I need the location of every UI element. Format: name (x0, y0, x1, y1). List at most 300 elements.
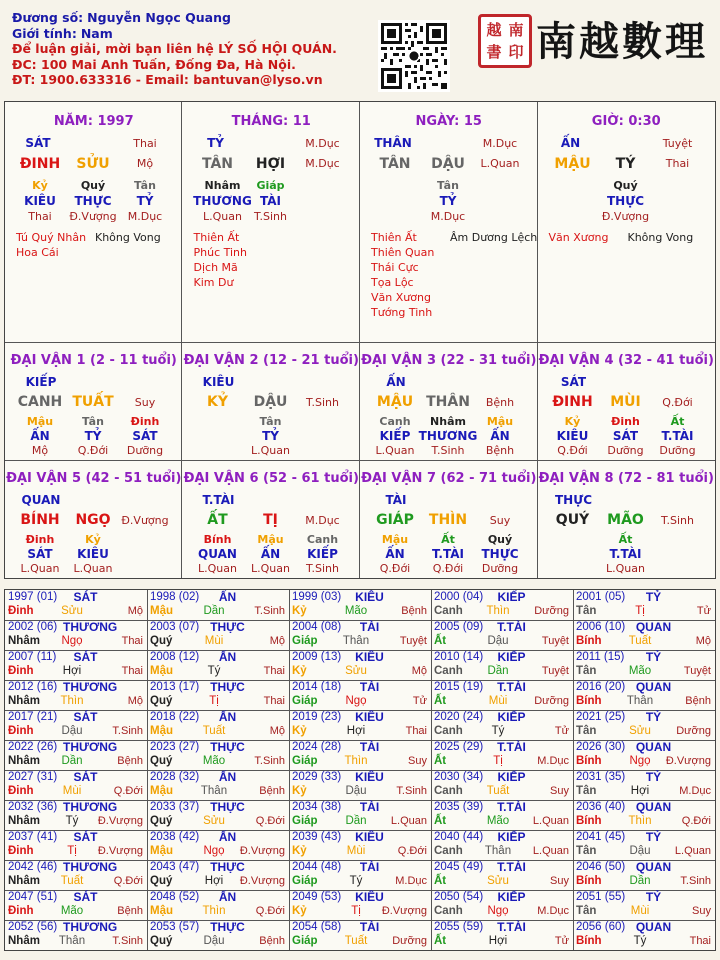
year-ten-god: TÀI (359, 860, 380, 874)
year-stage: Suy (408, 755, 427, 767)
year-stage: Bệnh (259, 935, 285, 947)
luck-ten-god: T.TÀI (202, 493, 235, 507)
hidden-stem: Quý (80, 179, 106, 192)
year-cell (147, 890, 289, 920)
year-label: 2006 (10) (576, 621, 626, 633)
luck-hidden-god: THƯƠNG (418, 429, 478, 443)
luck-branch: MÙI (610, 394, 641, 410)
luck-hidden-stage: Dưỡng (607, 444, 644, 457)
year-cell (5, 680, 147, 710)
luck-branch: NGỌ (75, 512, 111, 528)
phone-email-line: ĐT: 1900.633316 - Email: bantuvan@lyso.vn (12, 72, 323, 88)
year-label: 2053 (57) (150, 921, 200, 933)
year-stage: Suy (692, 905, 711, 917)
year-ten-god: KIÊU (355, 890, 384, 904)
pillar-branch: TÝ (615, 156, 636, 172)
year-branch: Ngọ (345, 695, 367, 707)
year-stem: Bính (576, 815, 602, 827)
year-cell (573, 620, 715, 650)
year-branch: Thìn (486, 605, 510, 617)
pillar-title: NGÀY: 15 (415, 114, 482, 129)
year-stage: Suy (550, 785, 569, 797)
year-stem: Ất (434, 695, 447, 707)
year-cell (147, 770, 289, 800)
year-stem: Nhâm (8, 755, 40, 767)
hidden-ten-god: TỶ (136, 194, 154, 208)
luck-hidden-stem: Mậu (257, 533, 284, 546)
year-ten-god: SÁT (73, 830, 98, 844)
hidden-ten-god: KIÊU (24, 194, 56, 208)
luck-title: ĐẠI VẬN 2 (12 - 21 tuổi) (183, 353, 359, 368)
year-stage: L.Quan (390, 815, 427, 827)
bazi-chart (4, 101, 716, 579)
star-name-right: Âm Dương Lệch (450, 231, 538, 244)
year-cell (289, 860, 431, 890)
year-stem: Ất (434, 935, 447, 947)
year-stage: Tử (554, 725, 569, 737)
luck-branch: MÃO (607, 512, 644, 528)
year-stage: Thai (405, 725, 427, 737)
year-stem: Nhâm (8, 695, 40, 707)
year-label: 2038 (42) (150, 831, 200, 843)
year-branch: Sửu (345, 665, 367, 677)
year-cell (431, 620, 573, 650)
year-cell (289, 770, 431, 800)
year-branch: Tuất (60, 875, 84, 887)
luck-stage: Bệnh (485, 396, 515, 409)
year-ten-god: ẤN (218, 650, 237, 664)
year-stem: Mậu (150, 905, 173, 917)
year-ten-god: T.TÀI (497, 620, 526, 634)
year-label: 2018 (22) (150, 711, 200, 723)
year-cell (573, 890, 715, 920)
year-stage: Thai (121, 635, 143, 647)
pillar-cell (5, 102, 183, 342)
luck-hidden-stem: Mậu (486, 415, 514, 428)
pillar-branch: DẬU (431, 156, 465, 172)
year-ten-god: KIẾP (497, 890, 526, 904)
year-stem: Ất (434, 815, 447, 827)
year-stem: Canh (434, 725, 463, 737)
luck-hidden-stem: Đinh (611, 415, 640, 428)
year-ten-god: SÁT (73, 590, 98, 604)
year-cell (573, 740, 715, 770)
year-branch: Sửu (61, 605, 83, 617)
year-label: 2055 (59) (434, 921, 484, 933)
luck-hidden-god: T.TÀI (432, 547, 464, 561)
year-cell (5, 710, 147, 740)
luck-hidden-god: ẤN (385, 547, 405, 561)
hidden-ten-god: THƯƠNG (193, 194, 252, 208)
year-stem: Giáp (292, 815, 318, 827)
year-stem: Kỷ (292, 845, 307, 857)
year-cell (431, 710, 573, 740)
year-branch: Hợi (204, 875, 224, 887)
gender-row: Giới tính: Nam (12, 25, 113, 41)
year-stage: Tuyệt (683, 665, 711, 677)
hidden-stage: Đ.Vượng (69, 210, 117, 223)
luck-stage: T.Sinh (306, 396, 339, 409)
year-ten-god: TỶ (645, 650, 662, 664)
year-stem: Bính (576, 875, 602, 887)
year-ten-god: THỰC (210, 800, 245, 814)
year-label: 2049 (53) (292, 891, 342, 903)
year-label: 2056 (60) (576, 921, 626, 933)
luck-hidden-god: KIẾP (379, 429, 411, 443)
year-label: 2001 (05) (576, 591, 626, 603)
year-stem: Tân (576, 785, 597, 797)
star-name: Văn Xương (371, 291, 431, 304)
year-ten-god: TỶ (645, 590, 662, 604)
year-cell (289, 830, 431, 860)
luck-ten-god: KIẾP (25, 375, 57, 389)
year-stage: M.Dục (537, 905, 569, 917)
year-ten-god: KIẾP (497, 710, 526, 724)
hidden-ten-god: TỶ (439, 194, 457, 208)
luck-hidden-god: QUAN (198, 547, 237, 561)
year-stage: Tuyệt (541, 665, 569, 677)
year-cell (147, 620, 289, 650)
luck-hidden-stem: Mậu (26, 415, 54, 428)
luck-hidden-stage: L.Quan (375, 444, 415, 457)
hidden-ten-god: THỰC (74, 194, 112, 208)
year-stem: Đinh (8, 845, 34, 857)
year-branch: Tị (351, 905, 361, 917)
luck-hidden-god: KIÊU (77, 547, 109, 561)
year-cell (289, 650, 431, 680)
year-cell (147, 830, 289, 860)
year-ten-god: QUAN (635, 800, 672, 814)
year-stem: Kỷ (292, 905, 307, 917)
year-cell (147, 650, 289, 680)
year-stage: Dưỡng (676, 725, 711, 737)
year-cell (431, 920, 573, 950)
year-label: 2052 (56) (8, 921, 58, 933)
year-stage: Dưỡng (392, 935, 427, 947)
year-ten-god: TÀI (359, 920, 380, 934)
luck-title: ĐẠI VẬN 8 (72 - 81 tuổi) (538, 471, 714, 486)
pillar-top-stage: Thai (133, 137, 157, 150)
luck-hidden-stem: Đinh (25, 533, 55, 546)
brand-calligraphy: 南越數理 (536, 18, 708, 65)
star-name: Tọa Lộc (371, 276, 414, 289)
year-stage: Dưỡng (534, 695, 569, 707)
luck-title: ĐẠI VẬN 4 (32 - 41 tuổi) (538, 353, 714, 368)
year-label: 2039 (43) (292, 831, 342, 843)
luck-cell (538, 342, 716, 460)
luck-ten-god: QUAN (21, 493, 61, 507)
year-ten-god: TÀI (359, 800, 380, 814)
year-stem: Giáp (292, 935, 318, 947)
year-stem: Giáp (292, 695, 318, 707)
year-branch: Tị (635, 605, 645, 617)
year-branch: Mùi (630, 905, 650, 917)
year-ten-god: T.TÀI (497, 800, 526, 814)
year-ten-god: THƯƠNG (63, 740, 118, 754)
year-cell (431, 800, 573, 830)
qr-code-image[interactable] (378, 20, 450, 92)
year-stem: Giáp (292, 635, 318, 647)
year-label: 2008 (12) (150, 651, 200, 663)
luck-hidden-stage: Mộ (31, 444, 49, 457)
year-label: 2033 (37) (150, 801, 200, 813)
luck-hidden-stem: Tân (82, 415, 104, 428)
luck-hidden-god: TỶ (262, 429, 279, 443)
star-name: Hoa Cái (16, 246, 59, 259)
year-cell (431, 770, 573, 800)
year-stage: Đ.Vượng (239, 875, 285, 887)
year-label: 2042 (46) (8, 861, 58, 873)
luck-hidden-god: ẤN (30, 429, 50, 443)
year-branch: Tý (65, 815, 79, 827)
year-stem: Bính (576, 755, 602, 767)
star-name-right: Không Vong (627, 231, 694, 244)
year-ten-god: TÀI (359, 620, 380, 634)
year-stem: Kỷ (292, 605, 307, 617)
year-ten-god: QUAN (635, 680, 672, 694)
year-stem: Đinh (8, 905, 34, 917)
luck-stage: T.Sinh (661, 514, 694, 527)
year-stem: Giáp (292, 755, 318, 767)
year-label: 2026 (30) (576, 741, 626, 753)
year-stem: Canh (434, 785, 463, 797)
year-label: 1997 (01) (8, 591, 58, 603)
year-cell (5, 830, 147, 860)
year-stem: Quý (150, 755, 173, 767)
year-branch: Thìn (202, 905, 226, 917)
luck-cell (183, 460, 361, 578)
year-cell (5, 920, 147, 950)
luck-hidden-stem: Đinh (130, 415, 160, 428)
year-stem: Kỷ (292, 785, 307, 797)
year-stage: Thai (121, 665, 143, 677)
year-stage: T.Sinh (254, 755, 285, 767)
year-cell (147, 920, 289, 950)
luck-branch: THÌN (428, 512, 468, 528)
year-label: 2021 (25) (576, 711, 626, 723)
year-label: 2011 (15) (576, 651, 625, 663)
year-cell (5, 650, 147, 680)
year-stem: Đinh (8, 665, 34, 677)
hidden-stage: Đ.Vượng (601, 210, 650, 223)
year-branch: Ngọ (61, 635, 83, 647)
hidden-ten-god: THỰC (606, 194, 645, 208)
year-ten-god: T.TÀI (497, 860, 526, 874)
year-stage: Bệnh (117, 755, 143, 767)
year-ten-god: KIÊU (355, 830, 384, 844)
luck-stem: MẬU (376, 394, 414, 410)
luck-hidden-god: SÁT (27, 547, 53, 561)
year-label: 2048 (52) (150, 891, 200, 903)
year-cell (573, 770, 715, 800)
star-name: Thái Cực (371, 261, 419, 274)
year-branch: Dần (345, 815, 367, 827)
year-stage: M.Dục (679, 785, 711, 797)
year-stem: Ất (434, 635, 447, 647)
year-cell (289, 680, 431, 710)
year-branch: Thìn (628, 815, 652, 827)
year-stage: Thai (689, 935, 711, 947)
luck-ten-god: ẤN (386, 375, 406, 389)
luck-hidden-god: ẤN (490, 429, 510, 443)
year-cell (289, 710, 431, 740)
year-ten-god: KIẾP (497, 770, 526, 784)
luck-stage: Đ.Vượng (121, 514, 169, 527)
year-cell (289, 740, 431, 770)
luck-hidden-stem: Ất (618, 533, 633, 546)
year-cell (5, 800, 147, 830)
luck-stage: Q.Đới (662, 396, 693, 409)
luck-stem: KỶ (207, 394, 228, 410)
year-ten-god: ẤN (218, 890, 237, 904)
year-stage: Tử (696, 605, 711, 617)
luck-ten-god: TÀI (385, 493, 407, 507)
pillar-branch: SỬU (76, 156, 110, 172)
year-label: 2009 (13) (292, 651, 342, 663)
luck-stage: Suy (489, 514, 511, 527)
year-stem: Đinh (8, 605, 34, 617)
year-branch: Tuất (628, 635, 652, 647)
year-cell (5, 770, 147, 800)
year-branch: Tuất (344, 935, 368, 947)
luck-hidden-god: T.TÀI (661, 429, 694, 443)
luck-title: ĐẠI VẬN 5 (42 - 51 tuổi) (6, 471, 182, 486)
year-stem: Quý (150, 875, 173, 887)
year-branch: Mão (344, 605, 368, 617)
year-stem: Quý (150, 695, 173, 707)
year-branch: Hợi (346, 725, 366, 737)
contact-line: Để luận giải, mời bạn liên hệ LÝ SỐ HỘI QUÁN. (12, 41, 337, 57)
year-ten-god: THỰC (210, 920, 245, 934)
year-label: 2004 (08) (292, 621, 342, 633)
year-stem: Mậu (150, 845, 173, 857)
year-stage: Dưỡng (534, 605, 569, 617)
year-stage: M.Dục (537, 755, 569, 767)
year-branch: Mùi (346, 845, 366, 857)
year-stem: Canh (434, 905, 463, 917)
year-stem: Tân (576, 665, 597, 677)
year-cell (573, 680, 715, 710)
year-label: 2013 (17) (150, 681, 200, 693)
year-stem: Quý (150, 815, 173, 827)
star-name: Tú Quý Nhân (16, 231, 87, 244)
luck-hidden-stem: Tân (259, 415, 282, 428)
year-cell (573, 710, 715, 740)
luck-hidden-stage: Q.Đới (77, 444, 109, 457)
year-stem: Nhâm (8, 815, 40, 827)
year-stem: Tân (576, 725, 597, 737)
year-ten-god: ẤN (218, 590, 237, 604)
star-name: Thiên Quan (371, 246, 435, 259)
year-label: 1998 (02) (150, 591, 200, 603)
luck-cell (360, 460, 538, 578)
year-label: 2027 (31) (8, 771, 58, 783)
year-cell (431, 650, 573, 680)
year-stem: Quý (150, 635, 173, 647)
year-branch: Thân (484, 845, 512, 857)
year-stage: L.Quan (532, 845, 569, 857)
luck-hidden-stem: Ất (670, 415, 685, 428)
pillar-stem: TÂN (201, 156, 234, 172)
hidden-stem: Tân (437, 179, 459, 192)
pillar-cell (360, 102, 538, 342)
luck-stage: Suy (134, 396, 156, 409)
year-branch: Dậu (203, 935, 225, 947)
year-label: 2015 (19) (434, 681, 484, 693)
year-branch: Tị (493, 755, 503, 767)
luck-hidden-stage: Dưỡng (659, 444, 696, 457)
year-cell (289, 800, 431, 830)
year-cell (431, 740, 573, 770)
luck-ten-god: THỰC (554, 493, 593, 507)
year-ten-god: THỰC (210, 860, 245, 874)
year-ten-god: SÁT (73, 890, 98, 904)
year-stage: Bệnh (401, 605, 427, 617)
year-ten-god: TÀI (359, 740, 380, 754)
year-ten-god: TỶ (645, 710, 662, 724)
year-label: 2047 (51) (8, 891, 58, 903)
year-label: 2029 (33) (292, 771, 342, 783)
year-label: 2017 (21) (8, 711, 58, 723)
luck-hidden-stem: Canh (379, 415, 411, 428)
pillar-ten-god: SÁT (25, 136, 51, 150)
luck-stem: CANH (17, 394, 63, 410)
year-ten-god: ẤN (218, 710, 237, 724)
luck-cell (183, 342, 361, 460)
year-label: 2054 (58) (292, 921, 342, 933)
luck-hidden-stage: L.Quan (251, 562, 290, 575)
luck-ten-god: SÁT (560, 375, 587, 389)
pillar-branch: HỢI (255, 156, 286, 172)
year-stem: Canh (434, 665, 463, 677)
year-cell (573, 800, 715, 830)
luck-stem: BÍNH (20, 512, 60, 528)
luck-hidden-stem: Ất (441, 533, 455, 546)
year-branch: Mùi (62, 785, 82, 797)
year-stage: L.Quan (674, 845, 711, 857)
year-branch: Tý (633, 935, 647, 947)
luck-cell (5, 342, 183, 460)
name-row: Đương số: Nguyễn Ngọc Quang (12, 10, 231, 25)
year-stem: Quý (150, 935, 173, 947)
year-stage: Mộ (269, 725, 285, 737)
year-stem: Bính (576, 935, 602, 947)
luck-hidden-god: T.TÀI (609, 547, 642, 561)
pillar-stem: MẬU (554, 156, 591, 172)
year-branch: Tuất (486, 785, 510, 797)
year-stage: Q.Đới (113, 875, 143, 887)
year-label: 1999 (03) (292, 591, 342, 603)
year-stem: Tân (576, 905, 597, 917)
year-stem: Ất (434, 755, 447, 767)
year-branch: Dậu (345, 785, 367, 797)
luck-branch: DẬU (253, 394, 288, 410)
luck-stem: GIÁP (376, 512, 414, 528)
luck-hidden-stem: Mậu (381, 533, 409, 546)
year-stage: Mộ (411, 665, 427, 677)
luck-hidden-stage: Bệnh (485, 444, 515, 457)
year-stem: Mậu (150, 725, 173, 737)
year-stage: Q.Đới (255, 905, 285, 917)
year-stem: Nhâm (8, 935, 40, 947)
luck-hidden-stage: L.Quan (251, 444, 290, 457)
year-cell (147, 860, 289, 890)
year-label: 2051 (55) (576, 891, 626, 903)
year-cell (289, 890, 431, 920)
luck-hidden-stem: Nhâm (430, 415, 466, 428)
year-branch: Thìn (60, 695, 84, 707)
luck-title: ĐẠI VẬN 1 (2 - 11 tuổi) (10, 353, 177, 368)
